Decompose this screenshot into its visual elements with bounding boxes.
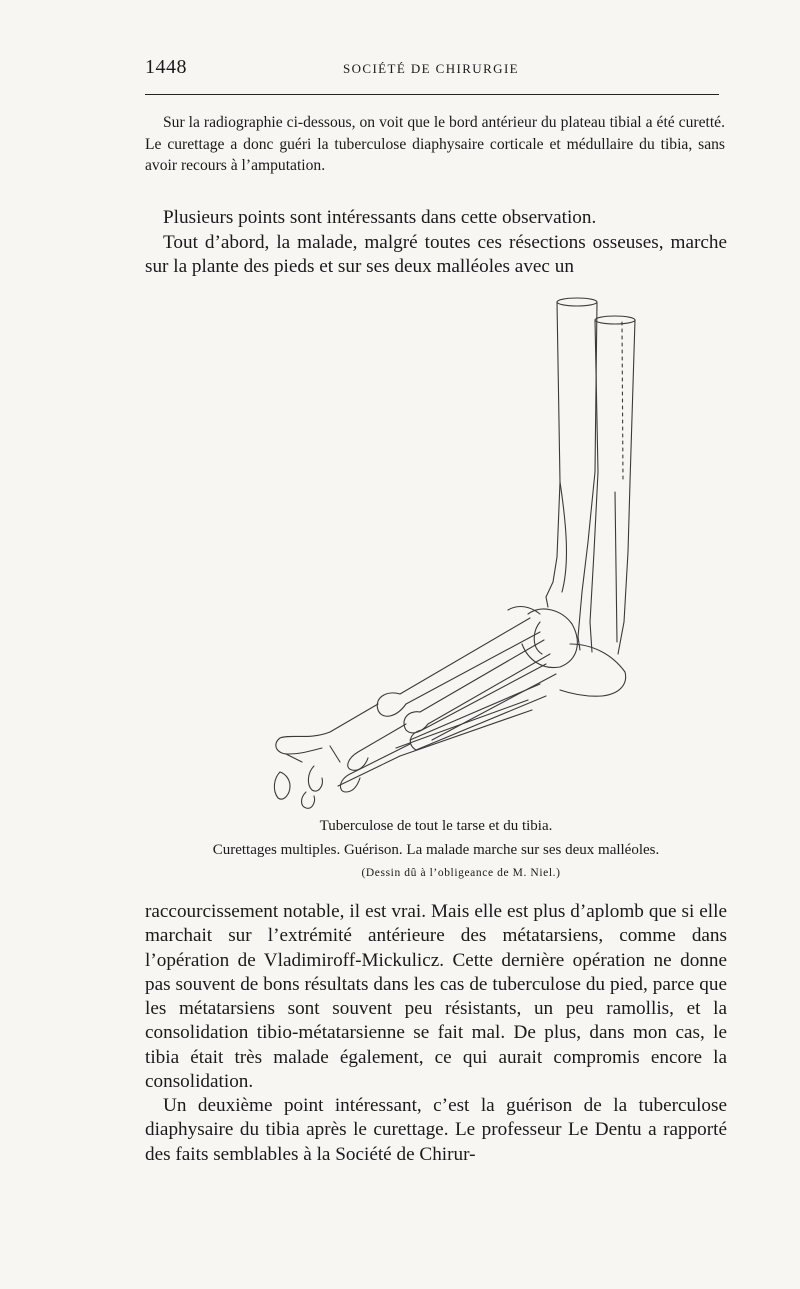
page-number: 1448 (145, 56, 187, 78)
figure-credit: (Dessin dû à l’obligeance de M. Niel.) (361, 867, 561, 879)
figure-caption-line-2: Curettages multiples. Guérison. La malade marche sur ses deux malléoles. (212, 842, 660, 858)
body-paragraph-3: raccourcissement notable, il est vrai. Mais elle est plus d’aplomb que si elle marchait sur l’extrémité antérieure des métatarsiens, comme dans l’opération de Vladimiroff-Mickulicz. Cette dernière opération ne donne pas souvent de bons résultats dans les cas de tuberculose du pied, parce que les métatarsiens sont souvent peu résistants, un peu ramollis, et la consolidation tibio-métatarsienne se fait mal. De plus, dans mon cas, le tibia était très malade également, ce qui aurait compromis encore la consolidation. (145, 901, 727, 1093)
tibia-bone (546, 298, 597, 650)
intro-paragraph: Sur la radiographie ci-dessous, on voit que le bord antérieur du plateau tibial a été curetté. Le curettage a donc guéri la tuberculose diaphysaire corticale et médullaire du tibia, sans avoir recours à l’amputation. (145, 114, 725, 175)
metatarsal-bones (396, 618, 556, 756)
foot-skeleton-figure (210, 292, 650, 812)
phalanx-bones (274, 693, 428, 808)
running-title: SOCIÉTÉ DE CHIRURGIE (342, 61, 520, 76)
figure-caption-line-1: Tuberculose de tout le tarse et du tibia. (319, 818, 553, 834)
page-header (145, 52, 717, 82)
body-paragraph-4: Un deuxième point intéressant, c’est la guérison de la tuberculose diaphysaire du tibia après le curettage. Le professeur Le Dentu a rapporté des faits semblables à la Société de Chirur- (145, 1095, 727, 1165)
body-paragraph-2: Tout d’abord, la malade, malgré toutes ces résections osseuses, marche sur la plante des pieds et sur ses deux malléoles avec un (145, 232, 727, 278)
body-paragraph-1: Plusieurs points sont intéressants dans cette observation. (163, 207, 597, 228)
header-rule (145, 94, 719, 95)
